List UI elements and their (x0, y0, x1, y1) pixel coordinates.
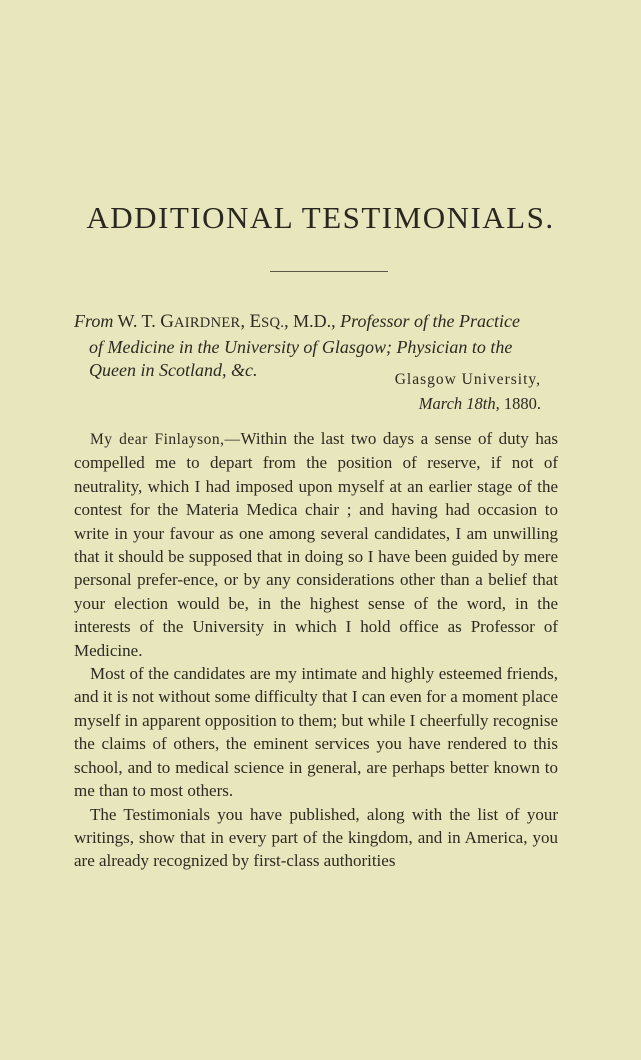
author-title-line-1: Professor of the Practice (340, 311, 520, 331)
heading-line-3: Queen in Scotland, &c. (89, 360, 258, 380)
heading-line-1: From W. T. GAIRDNER, ESQ., M.D., Professor of the Practice (74, 311, 520, 332)
paragraph-3: The Testimonials you have published, along with the list of your writings, show that in every part of the kingdom, and in America, you are already recognized by first-class authorities (74, 804, 558, 871)
author-surname-initial: G (160, 311, 174, 332)
esq-rest: SQ. (261, 315, 285, 331)
from-label: From (74, 311, 114, 331)
letter-body (74, 427, 558, 873)
author-initials: W. T. (117, 311, 156, 331)
paragraph-2: Most of the candidates are my intimate and highly esteemed friends, and it is not without some difficulty that I can even for a moment place myself in apparent opposition to them; but while I cheerfully recognise the claims of others, the eminent services you have rendered to this school, and to medical science in general, are perhaps better known to me than to most others. (74, 664, 558, 801)
salutation: My dear Finlayson,— (90, 431, 241, 448)
author-surname-rest: AIRDNER (173, 315, 241, 331)
author-degree: , M.D., (284, 311, 336, 331)
paragraph-1-text: Within the last two days a sense of duty has compelled me to depart from the position of reserve, if not of neutrality, which I had imposed upon myself at an earlier stage of the contest for the Materia Medica chair ; and having had occasion to write in your favour as one among several candidates, I am unwilling that it should be supposed that in doing so I have been guided by mere personal prefer-ence, or by any considerations other than a belief that your election would be, in the highest sense of the word, in the interests of the University in which I hold office as Professor of Medicine. (74, 429, 558, 660)
letter-place: Glasgow University, (394, 371, 541, 388)
heading-line-2: of Medicine in the University of Glasgow; Physician to the (89, 336, 513, 357)
page-title: ADDITIONAL TESTIMONIALS. (86, 200, 555, 235)
esq-initial: E (249, 311, 262, 332)
title-rule (270, 271, 388, 272)
letter-date-month-day: March 18th, (418, 394, 500, 413)
letter-date-year: 1880. (503, 394, 541, 413)
letter-date (419, 394, 541, 414)
paragraph-1 (74, 427, 558, 662)
